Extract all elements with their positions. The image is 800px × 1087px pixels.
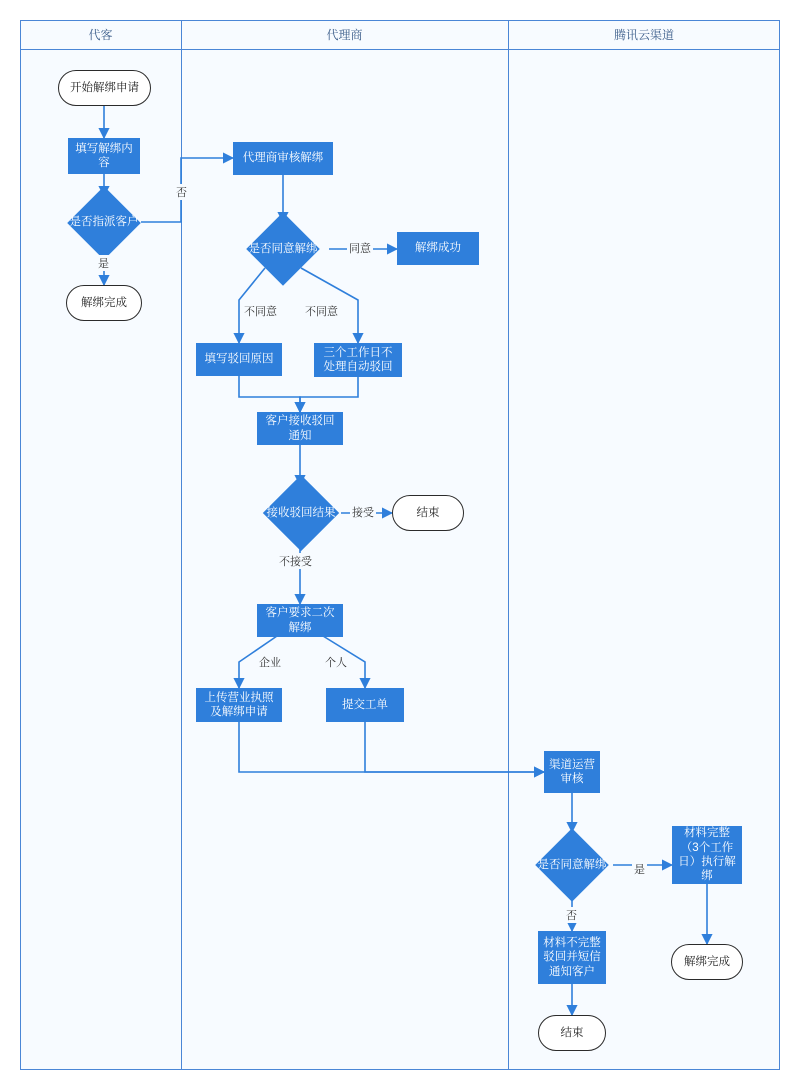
node-label: 结束 [560,1026,584,1039]
node-is-assign-customer[interactable] [67,204,141,241]
node-channel-agree-unbind[interactable] [532,847,612,884]
edge-label-text: 否 [176,187,187,199]
node-label: 客户要求二次解绑 [265,607,335,634]
node-start-unbind-request[interactable] [58,70,151,106]
lane-label-agent: 代理商 [326,28,363,42]
edge-label-text: 是 [634,864,645,876]
node-fill-reject-reason[interactable] [196,343,282,376]
node-customer-receive-reject-notice[interactable] [257,412,343,445]
node-end-tencent[interactable] [538,1015,606,1051]
node-label: 接收驳回结果 [266,506,336,519]
node-label: 填写驳回原因 [204,353,274,366]
node-label: 开始解绑申请 [70,81,139,94]
node-label: 解绑完成 [684,955,730,968]
edge-label-text: 不接受 [279,556,312,568]
node-agent-review-unbind[interactable] [233,142,333,175]
node-label: 提交工单 [342,698,388,711]
node-label: 三个工作日不处理自动驳回 [323,346,393,373]
node-label: 是否同意解绑 [537,858,607,871]
node-label: 填写解绑内容 [75,142,133,169]
edge-label-disagree-left [242,303,279,319]
edge-label-no-channel [564,907,579,923]
node-upload-license-and-application[interactable] [196,688,282,722]
edge-label-no-assign [174,184,189,200]
edge-label-enterprise [257,654,283,670]
node-auto-reject-3days[interactable] [314,343,402,377]
node-submit-ticket[interactable] [326,688,404,722]
node-label: 解绑完成 [81,296,127,309]
node-material-incomplete-reject-sms[interactable] [538,931,606,984]
node-end-agent[interactable] [392,495,464,531]
node-label: 材料完整（3个工作日）执行解绑 [678,827,736,883]
lane-label-tencent: 腾讯云渠道 [613,28,674,42]
edge-label-text: 否 [566,910,577,922]
edge-label-text: 不同意 [305,306,338,318]
edge-label-yes-assign [96,255,111,271]
node-unbind-complete-tencent[interactable] [671,944,743,980]
edge-label-text: 企业 [259,657,281,669]
node-agent-agree-unbind[interactable] [246,231,320,268]
node-channel-operation-review[interactable] [544,751,600,793]
node-label: 材料不完整驳回并短信通知客户 [543,936,601,978]
node-fill-unbind-content[interactable] [68,138,140,174]
node-label: 解绑成功 [415,242,461,255]
edge-label-disagree-right [303,303,340,319]
node-unbind-success[interactable] [397,232,479,265]
node-unbind-complete-customer[interactable] [66,285,142,321]
edge-label-not-accept [277,553,314,569]
node-label: 是否同意解绑 [248,242,318,255]
node-label: 是否指派客户 [69,215,139,228]
node-receive-reject-result[interactable] [262,495,340,532]
node-material-complete-execute-unbind[interactable] [672,826,742,884]
edge-label-agree [347,240,373,256]
node-customer-request-second-unbind[interactable] [257,604,343,637]
edge-label-yes-channel [632,861,647,877]
edge-label-text: 是 [98,258,109,270]
node-label: 渠道运营审核 [549,758,595,785]
node-label: 上传营业执照及解绑申请 [204,691,274,718]
edge-label-personal [323,654,349,670]
edge-label-text: 不同意 [244,306,277,318]
node-label: 客户接收驳回通知 [265,415,335,442]
node-label: 结束 [416,506,440,519]
edge-label-text: 个人 [325,657,347,669]
edge-label-text: 接受 [352,507,374,519]
lane-label-customer: 代客 [88,28,113,42]
edge-label-accept [350,504,376,520]
edge-label-text: 同意 [349,243,371,255]
node-label: 代理商审核解绑 [242,152,324,165]
